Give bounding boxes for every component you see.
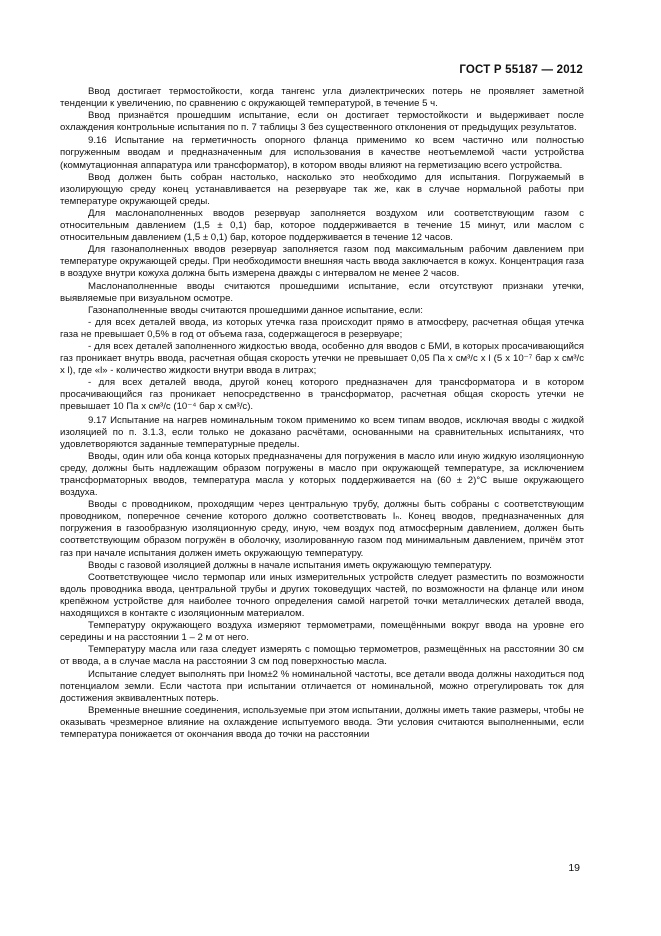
paragraph: Вводы с газовой изоляцией должны в начале испытания иметь окружающую температуру.: [88, 559, 492, 571]
list-item: - для всех деталей заполненного жидкостью ввода, особенно для вводов с БМИ, в которых просачивающийся газ проникает внутрь ввода, расчетная общая скорость утечки не превышает 0,05 Па х см³/с х l (5 х 10⁻⁷ бар х см³/с х l), где «l» - количество жидкости внутри ввода в литрах;: [60, 340, 584, 377]
paragraph: Ввод должен быть собран настолько, насколько это необходимо для испытания. Погружаемый в изолирующую среду конец устанавливается на резервуаре так же, как в случае нормальной работы при температуре окружающей среды.: [60, 171, 584, 207]
paragraph: Температуру масла или газа следует измерять с помощью термометров, размещённых на расстоянии 30 см от ввода, а в случае масла на расстоянии 3 см под поверхностью масла.: [60, 644, 584, 668]
paragraph: 9.16 Испытание на герметичность опорного фланца применимо ко всем частично или полностью погруженным вводам и предназначенным для использования в качестве неотъемлемой части устройства (коммутационная аппаратура или трансформатор), в котором вводы влияют на герметизацию всего устройства.: [60, 135, 584, 171]
paragraph: Ввод признаётся прошедшим испытание, если он достигает термостойкости и выдерживает после охлаждения контрольные испытания по п. 7 таблицы 3 без существенного отклонения от предыдущих результатов.: [60, 110, 584, 134]
paragraph: Газонаполненные вводы считаются прошедшими данное испытание, если:: [88, 304, 423, 316]
paragraph: Маслонаполненные вводы считаются прошедшими испытание, если отсутствуют признаки утечки, выявляемые при визуальном осмотре.: [60, 280, 584, 304]
paragraph: Вводы, один или оба конца которых предназначены для погружения в масло или иную жидкую изоляционную среду, должны быть надлежащим образом погружены в масло при окружающей температуре, за исключением трансформаторных вводов, температура масла у которых поддерживается на (60 ± 2)°С выше окружающего воздуха.: [60, 450, 584, 499]
paragraph: Для маслонаполненных вводов резервуар заполняется воздухом или соответствующим газом с относительным давлением (1,5 ± 0,1) бар, которое поддерживается в течение 15 минут, или маслом с относительным давлением (1,5 ± 0,1) бар, которое поддерживается в течение 12 часов.: [60, 207, 584, 244]
standard-header: ГОСТ Р 55187 — 2012: [459, 64, 583, 76]
list-item: - для всех деталей ввода, из которых утечка газа происходит прямо в атмосферу, расчетная общая утечка газа не превышает 0,5% в год от объема газа, содержащегося в резервуаре;: [60, 316, 584, 340]
paragraph: Испытание следует выполнять при Iном±2 % номинальной частоты, все детали ввода должны находиться под потенциалом земли. Если частота при испытании отличается от номинальной, можно отрегулировать ток для достижения эквивалентных потерь.: [60, 668, 584, 704]
page-number: 19: [568, 862, 580, 874]
document-body: [60, 86, 584, 741]
paragraph: Соответствующее число термопар или иных измерительных устройств следует разместить по возможности вдоль проводника ввода, центральной трубы и других токоведущих частей, по возможности на фланце или ином крепёжном устройстве для наиболее точного определения самой нагретой точки металлических деталей ввода, находящихся в контакте с изоляционным материалом.: [60, 571, 584, 620]
paragraph: Временные внешние соединения, используемые при этом испытании, должны иметь такие размеры, чтобы не оказывать чрезмерное влияние на охлаждение испытуемого ввода. Эти условия считаются выполненными, если температура понижается от окончания ввода до точки на расстоянии: [60, 704, 584, 740]
paragraph: Вводы с проводником, проходящим через центральную трубу, должны быть собраны с соответствующим проводником, поперечное сечение которого должно соответствовать Iₙ. Конец вводов, предназначенных для погружения в газообразную изоляционную среду, иную, чем воздух под атмосферным давлением, должен быть соответствующим образом погружён в оболочку, изолированную газом под минимальным давлением, причём этот газ при начале испытания должен иметь окружающую температуру.: [60, 499, 584, 559]
list-item: - для всех деталей ввода, другой конец которого предназначен для трансформатора и в котором просачивающийся газ проникает непосредственно в трансформатор, расчетная общая скорость утечки не превышает 10 Па х см³/с (10⁻⁴ бар х см³/с).: [60, 377, 584, 413]
paragraph: 9.17 Испытание на нагрев номинальным током применимо ко всем типам вводов, исключая вводы с жидкой изоляцией по п. 3.1.3, если только не доказано расчётами, основанными на сравнительных испытаниях, что удовлетворяются заданные температурные пределы.: [60, 414, 584, 450]
paragraph: Ввод достигает термостойкости, когда тангенс угла диэлектрических потерь не проявляет заметной тенденции к увеличению, по сравнению с окружающей температурой, в течение 5 ч.: [60, 86, 584, 110]
paragraph: Для газонаполненных вводов резервуар заполняется газом под максимальным рабочим давлением при температуре окружающей среды. При необходимости внешняя часть ввода заключается в кожух. Концентрация газа в воздухе внутри кожуха должна быть измерена дважды с интервалом не менее 2 часов.: [60, 244, 584, 280]
paragraph: Температуру окружающего воздуха измеряют термометрами, помещёнными вокруг ввода на уровне его середины и на расстоянии 1 – 2 м от него.: [60, 620, 584, 644]
